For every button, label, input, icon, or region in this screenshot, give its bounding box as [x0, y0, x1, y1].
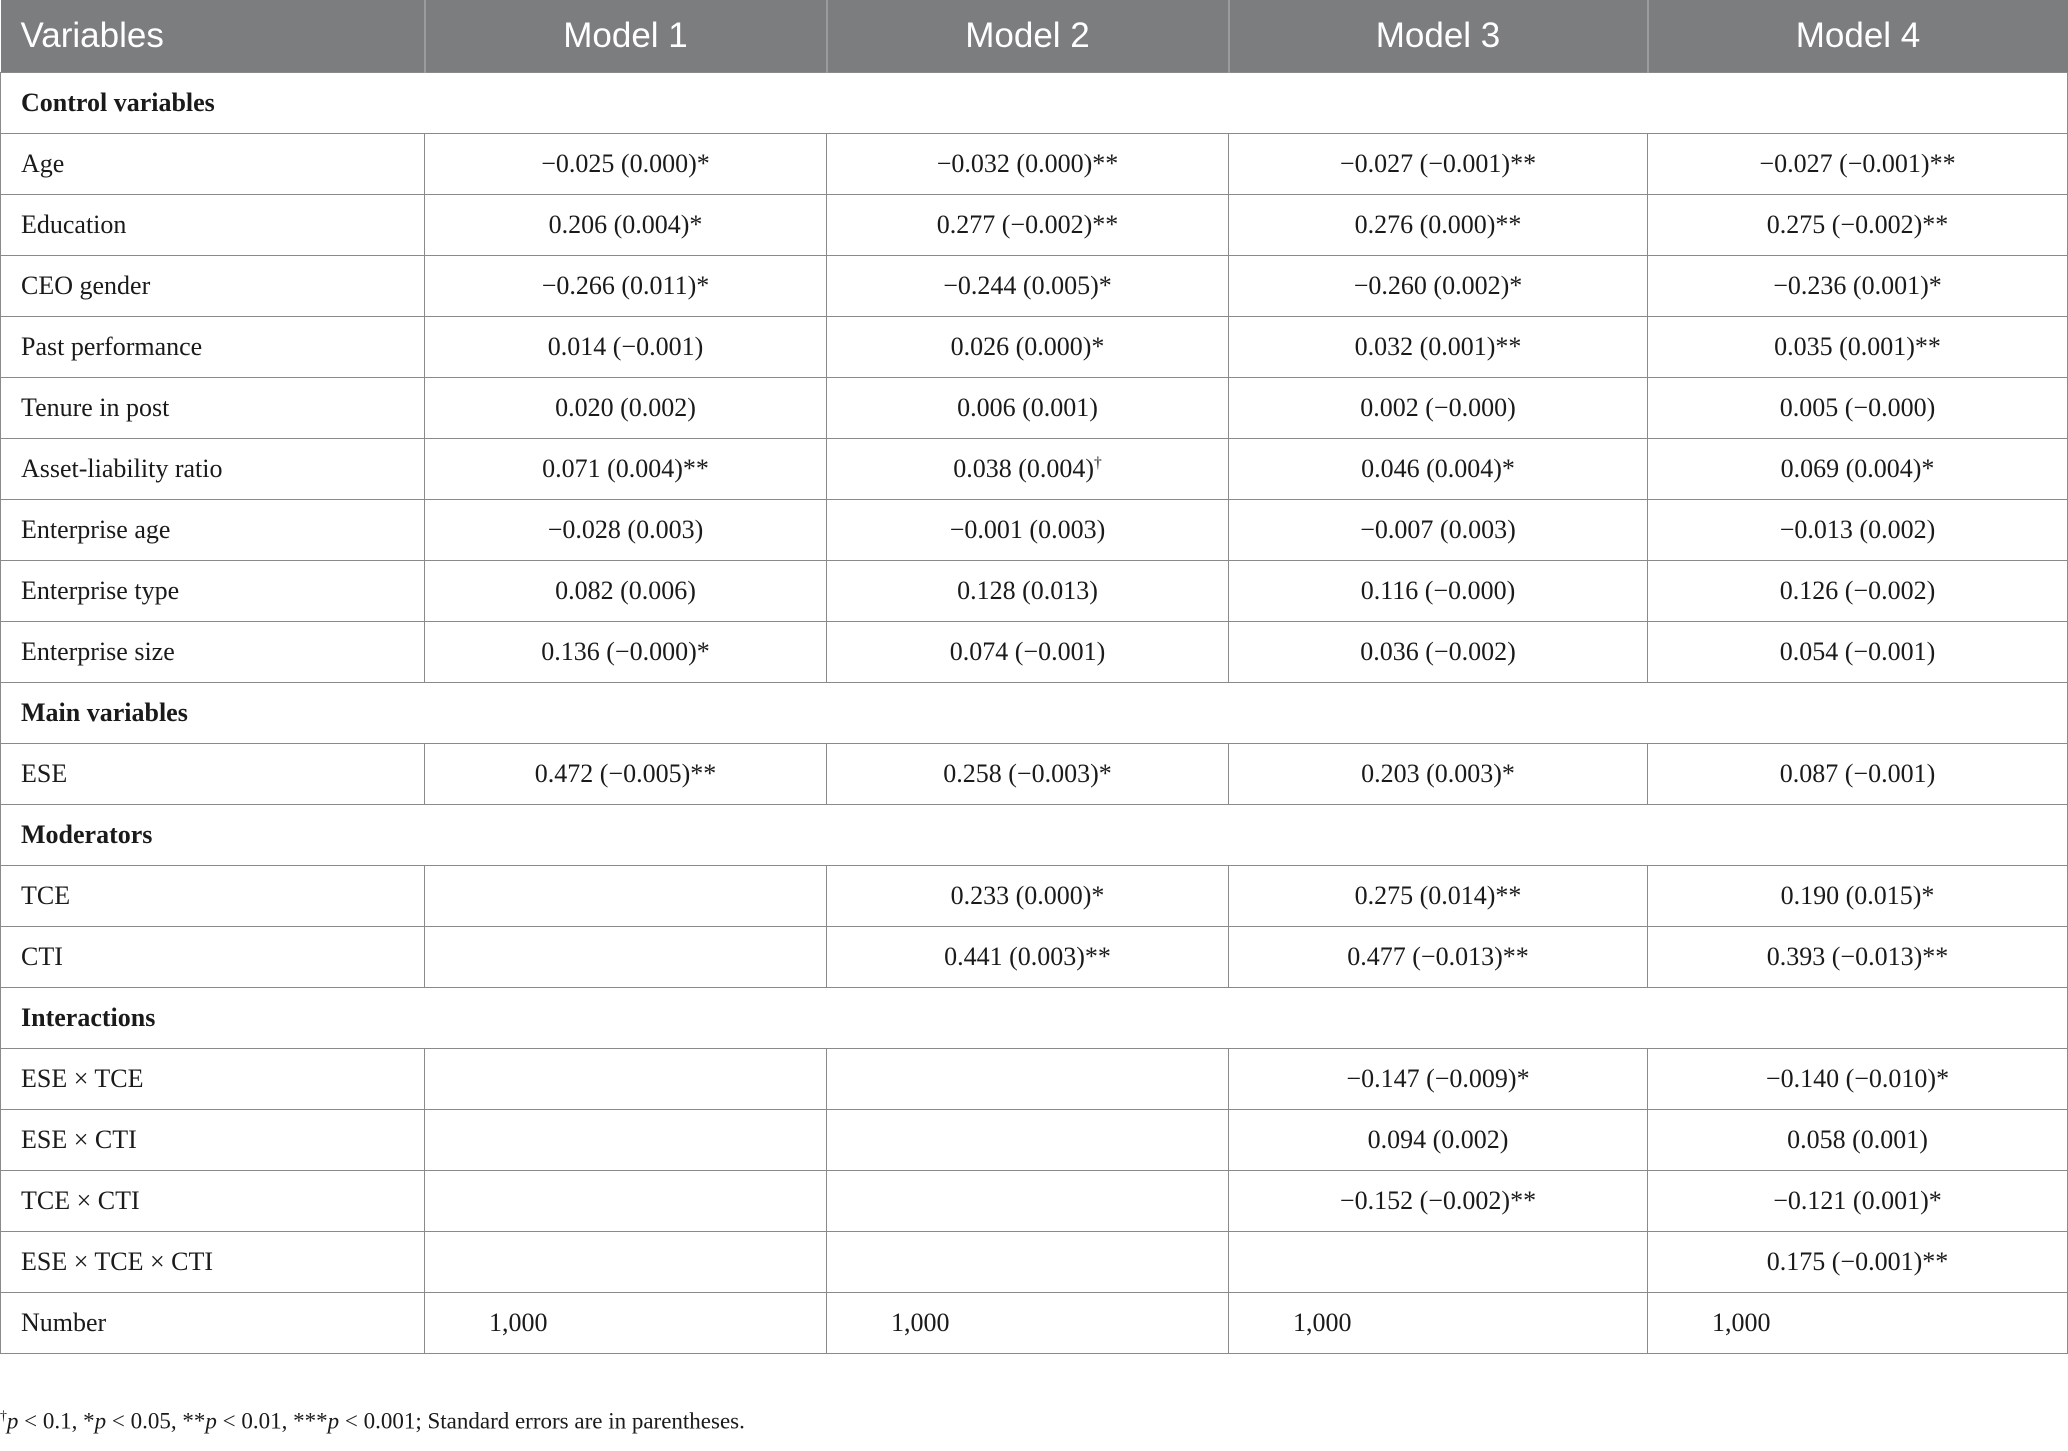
model-2-cell: 0.074 (−0.001)	[827, 622, 1229, 683]
variable-label: Enterprise age	[1, 500, 425, 561]
model-3-cell: 0.094 (0.002)	[1229, 1110, 1648, 1171]
model-2-cell: 0.026 (0.000)*	[827, 317, 1229, 378]
model-2-cell: 0.038 (0.004)†	[827, 439, 1229, 500]
variable-label: TCE × CTI	[1, 1171, 425, 1232]
model-1-cell: 0.206 (0.004)*	[425, 195, 827, 256]
table-row	[1, 927, 2068, 988]
number-row	[1, 1293, 2068, 1354]
model-3-cell: −0.152 (−0.002)**	[1229, 1171, 1648, 1232]
model-1-cell	[425, 927, 827, 988]
model-3-cell: 0.116 (−0.000)	[1229, 561, 1648, 622]
model-1-cell: −0.025 (0.000)*	[425, 134, 827, 195]
table-row	[1, 195, 2068, 256]
section-header-row	[1, 683, 2068, 744]
variable-label: CEO gender	[1, 256, 425, 317]
table-row	[1, 378, 2068, 439]
header-model-2: Model 2	[827, 0, 1229, 73]
section-header-row	[1, 73, 2068, 134]
model-4-cell: 0.035 (0.001)**	[1648, 317, 2068, 378]
model-4-cell: 0.275 (−0.002)**	[1648, 195, 2068, 256]
variable-label: TCE	[1, 866, 425, 927]
table-row	[1, 561, 2068, 622]
header-model-4: Model 4	[1648, 0, 2068, 73]
model-4-cell: −0.140 (−0.010)*	[1648, 1049, 2068, 1110]
model-1-cell: 1,000	[425, 1293, 827, 1354]
model-3-cell: −0.260 (0.002)*	[1229, 256, 1648, 317]
model-1-cell	[425, 1232, 827, 1293]
model-4-cell: 0.190 (0.015)*	[1648, 866, 2068, 927]
model-3-cell: 0.203 (0.003)*	[1229, 744, 1648, 805]
section-label: Interactions	[1, 988, 2068, 1049]
model-4-cell: 0.005 (−0.000)	[1648, 378, 2068, 439]
model-3-cell: 0.002 (−0.000)	[1229, 378, 1648, 439]
variable-label: Education	[1, 195, 425, 256]
model-1-cell	[425, 866, 827, 927]
model-2-cell: 0.441 (0.003)**	[827, 927, 1229, 988]
model-4-cell: 0.175 (−0.001)**	[1648, 1232, 2068, 1293]
model-2-cell: 0.006 (0.001)	[827, 378, 1229, 439]
header-model-1: Model 1	[425, 0, 827, 73]
model-4-cell: 0.126 (−0.002)	[1648, 561, 2068, 622]
table-row	[1, 744, 2068, 805]
model-3-cell	[1229, 1232, 1648, 1293]
header-variables: Variables	[1, 0, 425, 73]
variable-label: CTI	[1, 927, 425, 988]
header-row	[1, 0, 2068, 73]
model-4-cell: 1,000	[1648, 1293, 2068, 1354]
model-2-cell	[827, 1232, 1229, 1293]
table-header	[1, 0, 2068, 73]
table-row	[1, 439, 2068, 500]
model-3-cell: −0.147 (−0.009)*	[1229, 1049, 1648, 1110]
model-3-cell: −0.027 (−0.001)**	[1229, 134, 1648, 195]
model-3-cell: 0.276 (0.000)**	[1229, 195, 1648, 256]
model-4-cell: −0.236 (0.001)*	[1648, 256, 2068, 317]
model-3-cell: 0.032 (0.001)**	[1229, 317, 1648, 378]
model-1-cell: 0.014 (−0.001)	[425, 317, 827, 378]
table-row	[1, 134, 2068, 195]
variable-label: ESE × CTI	[1, 1110, 425, 1171]
table-row	[1, 1110, 2068, 1171]
variable-label: Number	[1, 1293, 425, 1354]
model-1-cell: 0.020 (0.002)	[425, 378, 827, 439]
table-row	[1, 866, 2068, 927]
variable-label: ESE	[1, 744, 425, 805]
variable-label: Asset-liability ratio	[1, 439, 425, 500]
model-3-cell: 1,000	[1229, 1293, 1648, 1354]
model-1-cell	[425, 1049, 827, 1110]
table-body	[1, 73, 2068, 1354]
model-1-cell: −0.266 (0.011)*	[425, 256, 827, 317]
model-3-cell: 0.477 (−0.013)**	[1229, 927, 1648, 988]
section-label: Moderators	[1, 805, 2068, 866]
model-1-cell: 0.472 (−0.005)**	[425, 744, 827, 805]
table-row	[1, 500, 2068, 561]
model-4-cell: 0.054 (−0.001)	[1648, 622, 2068, 683]
model-2-cell: 0.258 (−0.003)*	[827, 744, 1229, 805]
model-2-cell	[827, 1110, 1229, 1171]
model-4-cell: 0.069 (0.004)*	[1648, 439, 2068, 500]
model-4-cell: 0.087 (−0.001)	[1648, 744, 2068, 805]
variable-label: Enterprise size	[1, 622, 425, 683]
model-2-cell	[827, 1049, 1229, 1110]
model-1-cell: 0.082 (0.006)	[425, 561, 827, 622]
model-2-cell	[827, 1171, 1229, 1232]
model-3-cell: 0.036 (−0.002)	[1229, 622, 1648, 683]
table-footnote: †p < 0.1, *p < 0.05, **p < 0.01, ***p < 0.001; Standard errors are in parentheses.	[0, 1408, 745, 1434]
variable-label: Enterprise type	[1, 561, 425, 622]
model-4-cell: −0.027 (−0.001)**	[1648, 134, 2068, 195]
model-2-cell: 0.128 (0.013)	[827, 561, 1229, 622]
model-4-cell: 0.393 (−0.013)**	[1648, 927, 2068, 988]
table-row	[1, 317, 2068, 378]
table-row	[1, 1049, 2068, 1110]
model-2-cell: 1,000	[827, 1293, 1229, 1354]
model-3-cell: −0.007 (0.003)	[1229, 500, 1648, 561]
model-1-cell	[425, 1110, 827, 1171]
model-2-cell: −0.032 (0.000)**	[827, 134, 1229, 195]
header-model-3: Model 3	[1229, 0, 1648, 73]
section-header-row	[1, 988, 2068, 1049]
variable-label: ESE × TCE × CTI	[1, 1232, 425, 1293]
model-1-cell: −0.028 (0.003)	[425, 500, 827, 561]
model-1-cell: 0.071 (0.004)**	[425, 439, 827, 500]
section-label: Control variables	[1, 73, 2068, 134]
variable-label: ESE × TCE	[1, 1049, 425, 1110]
model-2-cell: 0.277 (−0.002)**	[827, 195, 1229, 256]
model-2-cell: −0.244 (0.005)*	[827, 256, 1229, 317]
model-4-cell: 0.058 (0.001)	[1648, 1110, 2068, 1171]
model-4-cell: −0.121 (0.001)*	[1648, 1171, 2068, 1232]
table-row	[1, 256, 2068, 317]
model-2-cell: −0.001 (0.003)	[827, 500, 1229, 561]
model-3-cell: 0.046 (0.004)*	[1229, 439, 1648, 500]
variable-label: Past performance	[1, 317, 425, 378]
model-1-cell: 0.136 (−0.000)*	[425, 622, 827, 683]
variable-label: Age	[1, 134, 425, 195]
section-header-row	[1, 805, 2068, 866]
table-row	[1, 1171, 2068, 1232]
table-row	[1, 1232, 2068, 1293]
model-4-cell: −0.013 (0.002)	[1648, 500, 2068, 561]
model-3-cell: 0.275 (0.014)**	[1229, 866, 1648, 927]
variable-label: Tenure in post	[1, 378, 425, 439]
table-row	[1, 622, 2068, 683]
model-1-cell	[425, 1171, 827, 1232]
section-label: Main variables	[1, 683, 2068, 744]
model-2-cell: 0.233 (0.000)*	[827, 866, 1229, 927]
